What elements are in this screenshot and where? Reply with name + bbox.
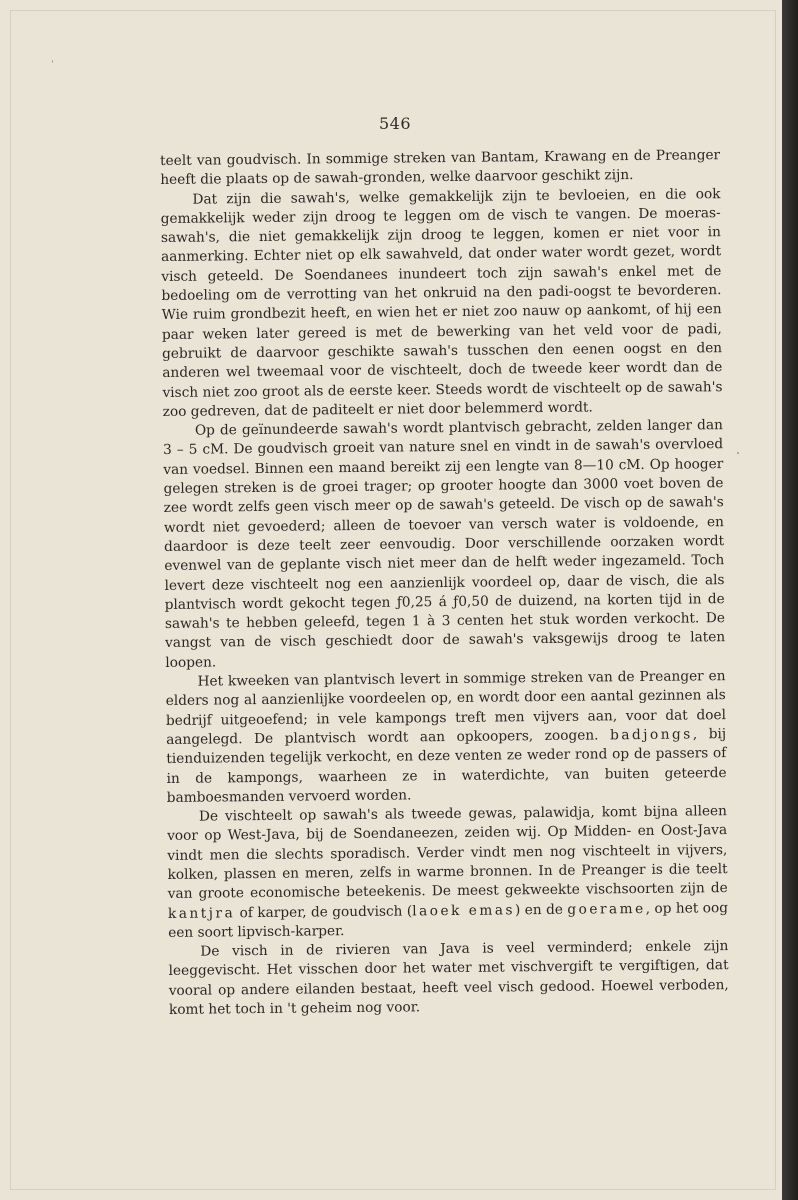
page-number: 546	[378, 114, 412, 133]
paragraph-3: Op de geïnundeerde sawah's wordt plantvisch gebracht, zelden langer dan 3 – 5 cM. De goudvisch groeit van nature snel en vindt in de sawah's overvloed van voedsel. Binnen een maand bereikt zij een lengte van 8—10 cM. Op hooger gelegen streken is de groei trager; op grooter hoogte dan 3000 voet boven de zee wordt zelfs geen visch meer op de sawah's geteeld. De visch op de sawah's wordt niet gevoederd; alleen de toevoer van versch water is voldoende, en daardoor is deze teelt zeer eenvoudig. Door verschillende oorzaken wordt evenwel van de geplante visch niet meer dan de helft weder ingezameld. Toch levert deze vischteelt nog een aanzienlijk voordeel op, daar de visch, die als plantvisch wordt gekocht tegen ƒ0,25 á ƒ0,50 de duizend, na korten tijd in de sawah's te hebben geleefd, tegen 1 à 3 centen het stuk worden verkocht. De vangst van de visch geschiedt door de sawah's vaksgewijs droog te laten loopen.	[163, 417, 726, 671]
body-text	[160, 146, 729, 1020]
paper-speck	[737, 452, 739, 454]
term-laoek-emas: laoek emas	[412, 901, 516, 919]
scan-edge	[782, 0, 798, 1200]
paragraph-2: Dat zijn die sawah's, welke gemakkelijk zijn te bevloeien, en die ook gemakkelijk weder zijn droog te leggen om de visch te vangen. De moeras-sawah's, die niet gemakkelijk zijn droog te leggen, komen er niet voor in aanmerking. Echter niet op elk sawahveld, dat onder water wordt gezet, wordt visch geteeld. De Soendanees inundeert toch zijn sawah's enkel met de bedoeling om de verrotting van het onkruid na den padi-oogst te bevorderen. Wie ruim grondbezit heeft, en wien het er niet zoo nauw op aankomt, of hij een paar weken later gereed is met de bewerking van het veld voor de padi, gebruikt de daarvoor geschikte sawah's tusschen den eenen oogst en den anderen wel tweemaal voor de vischteelt, doch de tweede keer wordt dan de visch niet zoo groot als de eerste keer. Steeds wordt de vischteelt op de sawah's zoo gedreven, dat de paditeelt er niet door belemmerd wordt.	[160, 185, 723, 420]
paragraph-4: Het kweeken van plantvisch levert in sommige streken van de Preanger en elders nog al aanzienlijke voordeelen op, en wordt door een aantal gezinnen als bedrijf uitgeoefend; in vele kampongs treft men vijvers aan, voor dat doel aangelegd. De plantvisch wordt aan opkoopers, zoogen. badjongs, bij tienduizenden tegelijk verkocht, en deze venten ze weder rond op de passers of in de kampongs, waarheen ze in waterdichte, van buiten geteerde bamboesmanden vervoerd worden.	[165, 668, 727, 806]
paragraph-5: De vischteelt op sawah's als tweede gewas, palawidja, komt bijna alleen voor op West-Java, bij de Soendaneezen, zeiden wij. Op Midden- en Oost-Java vindt men die slechts sporadisch. Verder vindt men nog vischteelt in vijvers, kolken, plassen en meren, zelfs in warme bronnen. In de Preanger is die teelt van groote economische beteekenis. De meest gekweekte vischsoorten zijn de kantjra of karper, de goudvisch (laoek emas) en de goerame, op het oog een soort lipvisch-karper.	[167, 803, 729, 941]
term-badjongs: badjongs	[609, 726, 693, 744]
paragraph-6: De visch in de rivieren van Java is veel verminderd; enkele zijn leeggevischt. Het visschen door het water met vischvergift te vergiftigen, dat vooral op andere eilanden bestaat, heeft veel visch gedood. Hoewel verboden, komt het toch in 't geheim nog voor.	[168, 938, 729, 1019]
term-goerame: goerame	[567, 900, 646, 918]
paragraph-1: teelt van goudvisch. In sommige streken van Bantam, Krawang en de Preanger heeft die plaats op de sawah-gronden, welke daarvoor geschikt zijn.	[160, 147, 721, 189]
term-kantjra: kantjra	[167, 904, 236, 922]
paper-speck	[52, 60, 53, 63]
